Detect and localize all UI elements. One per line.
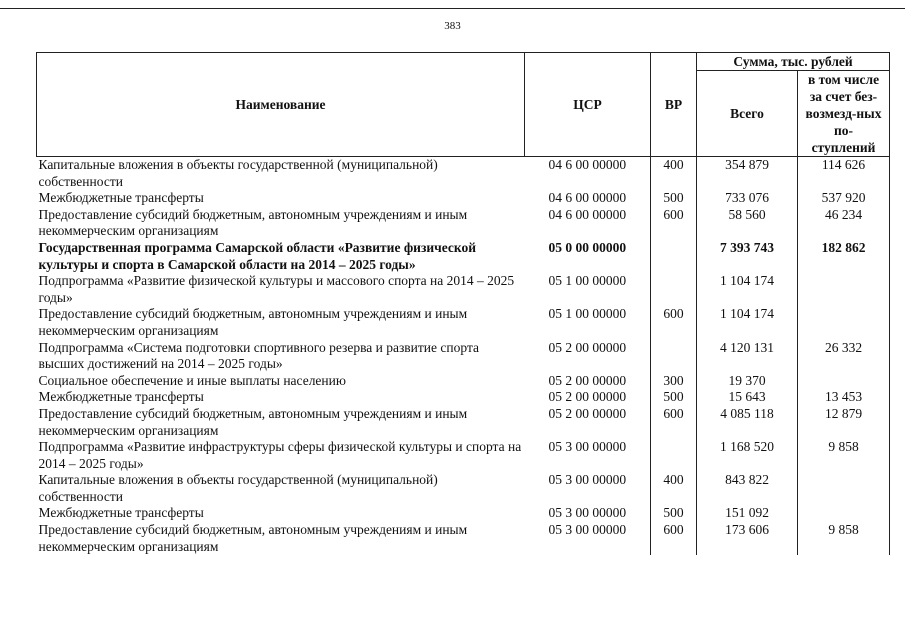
row-csr: 05 1 00 00000	[548, 273, 627, 289]
table-header	[37, 53, 890, 157]
row-total: 1 168 520	[720, 439, 774, 455]
row-vr	[651, 240, 697, 273]
row-gratuitous: 13 453	[798, 389, 890, 406]
row-csr: 05 3 00 00000	[548, 439, 627, 455]
table-row	[37, 522, 890, 555]
row-name: Межбюджетные трансферты	[38, 389, 204, 405]
row-name: Капитальные вложения в объекты государственной (муниципальной) собственности	[38, 472, 438, 504]
row-vr	[651, 340, 697, 373]
row-csr: 05 3 00 00000	[548, 505, 627, 521]
row-gratuitous: 114 626	[798, 157, 890, 191]
row-total: 1 104 174	[720, 273, 774, 289]
table-row	[37, 340, 890, 373]
row-name: Предоставление субсидий бюджетным, автономным учреждениям и иным некоммерческим организациям	[38, 206, 468, 239]
row-csr: 05 2 00 00000	[548, 339, 627, 355]
header-total: Всего	[697, 71, 798, 157]
row-gratuitous: 12 879	[798, 406, 890, 439]
table-row	[37, 406, 890, 439]
row-csr: 05 3 00 00000	[548, 522, 627, 538]
row-gratuitous	[798, 306, 890, 339]
row-name: Социальное обеспечение и иные выплаты населению	[38, 372, 346, 388]
row-gratuitous: 9 858	[798, 522, 890, 555]
row-total: 173 606	[725, 522, 769, 538]
header-sum: Сумма, тыс. рублей	[697, 53, 890, 71]
row-csr: 05 2 00 00000	[548, 405, 627, 421]
row-name: Предоставление субсидий бюджетным, автономным учреждениям и иным некоммерческим организациям	[38, 522, 468, 554]
budget-table	[36, 52, 890, 555]
row-vr	[651, 439, 697, 472]
table-row	[37, 240, 890, 273]
row-vr: 500	[651, 190, 697, 207]
row-csr: 05 1 00 00000	[548, 306, 627, 322]
table-row	[37, 505, 890, 522]
row-gratuitous: 182 862	[798, 240, 890, 273]
row-name: Предоставление субсидий бюджетным, автономным учреждениям и иным некоммерческим организациям	[38, 405, 468, 438]
table-row	[37, 439, 890, 472]
row-gratuitous: 26 332	[798, 340, 890, 373]
row-name: Подпрограмма «Развитие физической культуры и массового спорта на 2014 – 2025 годы»	[38, 273, 515, 305]
row-vr: 400	[651, 157, 697, 191]
header-csr: ЦСР	[525, 53, 651, 157]
row-csr: 05 2 00 00000	[548, 389, 627, 405]
header-vr: ВР	[651, 53, 697, 157]
row-total: 58 560	[728, 206, 766, 222]
row-name: Подпрограмма «Развитие инфраструктуры сферы физической культуры и спорта на 2014 – 2025 годы»	[38, 439, 522, 471]
table-row	[37, 157, 890, 191]
row-csr: 05 0 00 00000	[548, 239, 627, 255]
row-csr: 04 6 00 00000	[548, 206, 627, 222]
row-csr: 04 6 00 00000	[548, 157, 627, 172]
row-total: 4 120 131	[720, 339, 774, 355]
table-row	[37, 207, 890, 240]
row-name: Подпрограмма «Система подготовки спортивного резерва и развитие спорта высших достижений на 2014 – 2025 годы»	[38, 339, 479, 372]
row-gratuitous	[798, 373, 890, 390]
table-row	[37, 306, 890, 339]
row-name: Государственная программа Самарской области «Развитие физической культуры и спорта в Самарской области на 2014 – 2025 годы»	[38, 239, 477, 272]
row-total: 843 822	[725, 472, 769, 488]
table-row	[37, 273, 890, 306]
row-total: 354 879	[725, 157, 769, 172]
table-body	[37, 157, 890, 556]
page-number: 383	[444, 20, 461, 32]
row-vr: 600	[651, 522, 697, 555]
row-name: Межбюджетные трансферты	[38, 190, 204, 206]
row-vr: 600	[651, 207, 697, 240]
row-csr: 05 3 00 00000	[548, 472, 627, 488]
header-gratuitous: в том числе за счет без-возмезд-ных по-ступлений	[798, 71, 890, 157]
page-top-rule	[0, 8, 905, 9]
row-name: Капитальные вложения в объекты государственной (муниципальной) собственности	[38, 157, 438, 189]
row-vr: 500	[651, 389, 697, 406]
row-gratuitous: 46 234	[798, 207, 890, 240]
row-total: 19 370	[728, 372, 766, 388]
row-total: 1 104 174	[720, 306, 774, 322]
table-row	[37, 373, 890, 390]
row-gratuitous: 9 858	[798, 439, 890, 472]
row-vr: 400	[651, 472, 697, 505]
row-total: 733 076	[725, 190, 769, 206]
header-name: Наименование	[37, 53, 525, 157]
row-vr	[651, 273, 697, 306]
row-total: 15 643	[728, 389, 766, 405]
row-total: 151 092	[725, 505, 769, 521]
table-row	[37, 472, 890, 505]
table-row	[37, 389, 890, 406]
row-name: Межбюджетные трансферты	[38, 505, 204, 521]
row-name: Предоставление субсидий бюджетным, автономным учреждениям и иным некоммерческим организациям	[38, 306, 468, 338]
row-gratuitous: 537 920	[798, 190, 890, 207]
row-vr: 300	[651, 373, 697, 390]
row-total: 4 085 118	[720, 405, 774, 421]
row-vr: 600	[651, 406, 697, 439]
row-vr: 500	[651, 505, 697, 522]
row-vr: 600	[651, 306, 697, 339]
row-gratuitous	[798, 273, 890, 306]
row-csr: 05 2 00 00000	[548, 372, 627, 388]
scan-mark	[896, 308, 902, 324]
row-gratuitous	[798, 505, 890, 522]
row-total: 7 393 743	[720, 239, 774, 255]
row-gratuitous	[798, 472, 890, 505]
row-csr: 04 6 00 00000	[548, 190, 627, 206]
table-row	[37, 190, 890, 207]
